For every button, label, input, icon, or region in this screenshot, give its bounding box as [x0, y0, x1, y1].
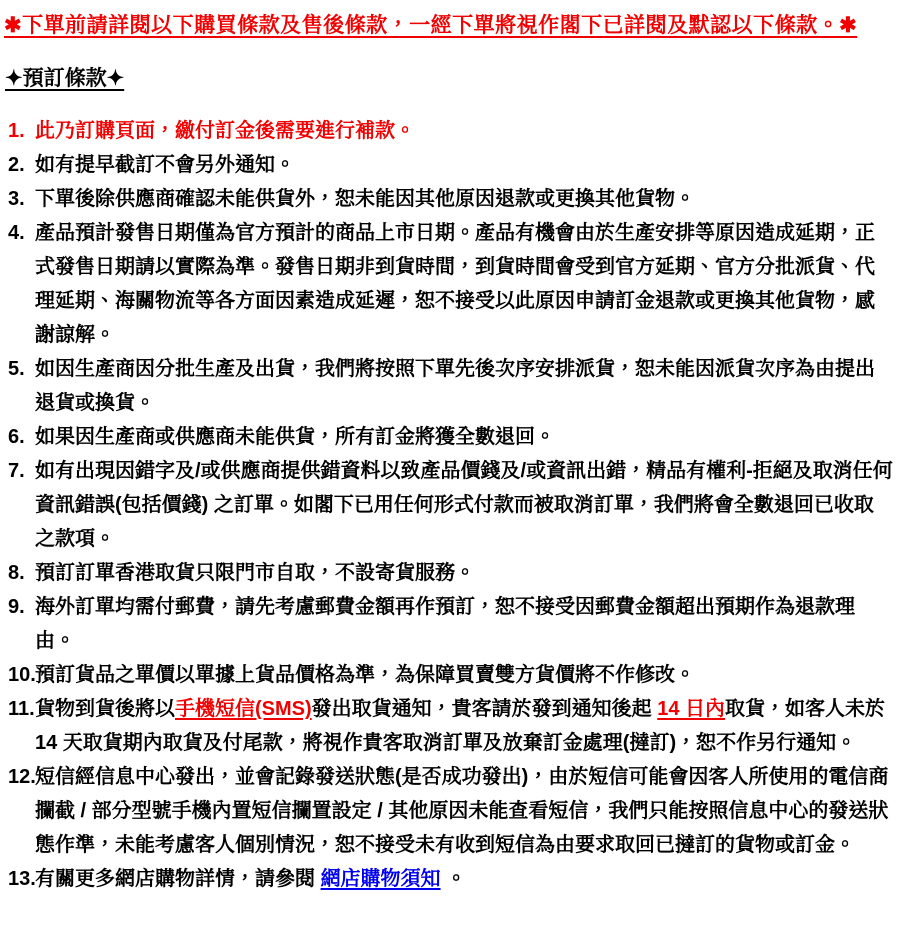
term-number: 9.	[8, 596, 25, 618]
highlighted-term-segment: 手機短信(SMS)	[175, 698, 312, 720]
term-item	[8, 692, 893, 760]
term-text	[35, 868, 466, 890]
terms-list	[4, 114, 903, 896]
term-segment: 發出取貨通知，貴客請於發到通知後起	[311, 698, 658, 720]
term-segment: 產品預計發售日期僅為官方預計的商品上市日期。產品有機會由於生產安排等原因造成延期，正式發售日期請以實際為準。發售日期非到貨時間，到貨時間會受到官方延期、官方分批派貨、代理延期、海關物流等各方面因素造成延遲，恕不接受以此原因申請訂金退款或更換其他貨物，感謝諒解。	[35, 222, 875, 346]
term-item	[8, 658, 893, 692]
term-number: 3.	[8, 188, 25, 210]
term-text	[35, 562, 475, 584]
term-segment: 如有提早截訂不會另外通知。	[35, 154, 295, 176]
term-text	[35, 664, 695, 686]
term-text	[35, 154, 295, 176]
term-text	[35, 120, 415, 142]
highlighted-term-segment: 14 日內	[657, 698, 726, 720]
term-item	[8, 556, 893, 590]
term-item	[8, 216, 893, 352]
term-number: 1.	[8, 120, 25, 142]
term-number: 2.	[8, 154, 25, 176]
term-number: 5.	[8, 358, 25, 380]
term-text	[35, 596, 855, 652]
term-text	[35, 188, 695, 210]
section-title-preorder-terms: ✦預訂條款✦	[5, 67, 125, 90]
term-item	[8, 114, 893, 148]
term-segment: 預訂訂單香港取貨只限門市自取，不設寄貨服務。	[35, 562, 475, 584]
term-text	[35, 426, 555, 448]
term-item	[8, 352, 893, 420]
store-shopping-guide-link[interactable]: 網店購物須知	[320, 868, 441, 890]
term-segment: 此乃訂購頁面，繳付訂金後需要進行補款。	[35, 120, 415, 142]
term-number: 10.	[8, 664, 36, 686]
term-segment: 海外訂單均需付郵費，請先考慮郵費金額再作預訂，恕不接受因郵費金額超出預期作為退款理由。	[35, 596, 855, 652]
notice-banner: ✱下單前請詳閱以下購買條款及售後條款，一經下單將視作閣下已詳閱及默認以下條款。✱	[4, 14, 858, 37]
term-text	[35, 460, 893, 550]
term-text	[35, 222, 875, 346]
term-item	[8, 454, 893, 556]
term-item	[8, 148, 893, 182]
term-item	[8, 182, 893, 216]
term-segment: 。	[440, 868, 467, 890]
term-item	[8, 760, 893, 862]
term-segment: 如果因生產商或供應商未能供貨，所有訂金將獲全數退回。	[35, 426, 555, 448]
term-number: 11.	[8, 698, 35, 720]
term-number: 4.	[8, 222, 25, 244]
term-number: 8.	[8, 562, 25, 584]
term-segment: 短信經信息中心發出，並會記錄發送狀態(是否成功發出)，由於短信可能會因客人所使用的電信商攔截 / 部分型號手機內置短信攔置設定 / 其他原因未能查看短信，我們只能按照信息中心的發送狀態作準，未能考慮客人個別情況，恕不接受未有收到短信為由要求取回已撻訂的貨物或訂金。	[35, 766, 889, 856]
term-number: 12.	[8, 766, 36, 788]
term-segment: 貨物到貨後將以	[35, 698, 175, 720]
term-number: 7.	[8, 460, 25, 482]
term-segment: 取貨，如客人未於 14 天取貨期內取貨及付尾款，將視作貴客取消訂單及放棄訂金處理(撻訂)，恕不作另行通知。	[35, 698, 886, 754]
term-number: 13.	[8, 868, 36, 890]
term-item	[8, 590, 893, 658]
term-segment: 有關更多網店購物詳情，請參閱	[35, 868, 321, 890]
term-number: 6.	[8, 426, 25, 448]
term-item	[8, 420, 893, 454]
term-segment: 如有出現因錯字及/或供應商提供錯資料以致產品價錢及/或資訊出錯，精品有權利-拒絕及取消任何資訊錯誤(包括價錢) 之訂單。如閣下已用任何形式付款而被取消訂單，我們將會全數退回已收取之款項。	[35, 460, 893, 550]
term-segment: 如因生產商因分批生產及出貨，我們將按照下單先後次序安排派貨，恕未能因派貨次序為由提出退貨或換貨。	[35, 358, 875, 414]
term-text	[35, 766, 888, 856]
term-text	[35, 358, 875, 414]
term-text	[35, 698, 885, 754]
term-item	[8, 862, 893, 896]
term-segment: 預訂貨品之單價以單據上貨品價格為準，為保障買賣雙方貨價將不作修改。	[35, 664, 695, 686]
term-segment: 下單後除供應商確認未能供貨外，恕未能因其他原因退款或更換其他貨物。	[35, 188, 695, 210]
